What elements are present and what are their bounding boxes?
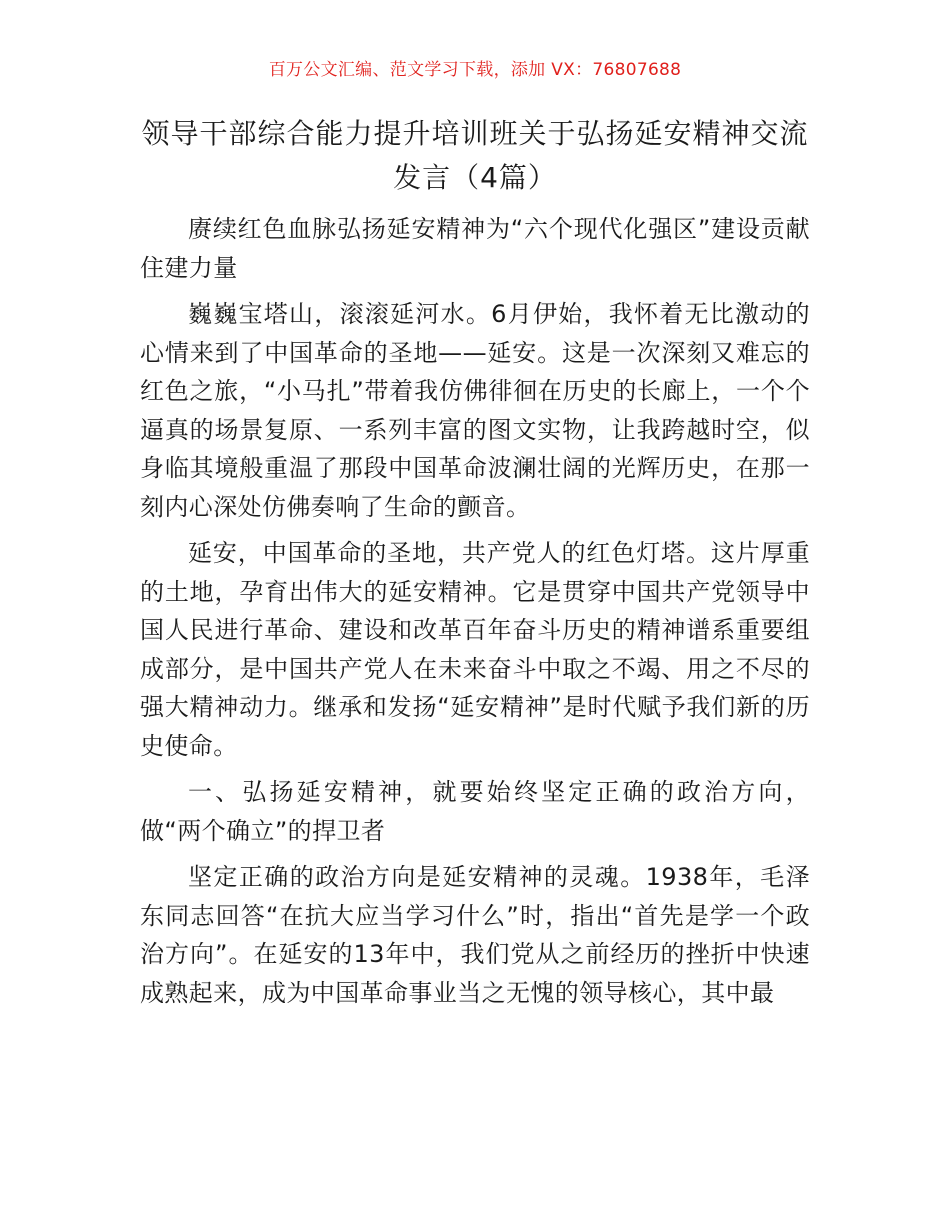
paragraph: 延安，中国革命的圣地，共产党人的红色灯塔。这片厚重的土地，孕育出伟大的延安精神。它是贯穿中国共产党领导中国人民进行革命、建设和改革百年奋斗历史的精神谱系重要组成部分，是中国共产党人在未来奋斗中取之不竭、用之不尽的强大精神动力。继承和发扬“延安精神”是时代赋予我们新的历史使命。 <box>140 539 810 760</box>
header-banner: 百万公文汇编、范文学习下载，添加 VX：76807688 <box>268 60 682 80</box>
document-body <box>140 210 810 1020</box>
paragraph-subtitle: 赓续红色血脉弘扬延安精神为“六个现代化强区”建设贡献住建力量 <box>140 215 810 282</box>
paragraph: 坚定正确的政治方向是延安精神的灵魂。1938年，毛泽东同志回答“在抗大应当学习什么”时，指出“首先是学一个政治方向”。在延安的13年中，我们党从之前经历的挫折中快速成熟起来，成为中国革命事业当之无愧的领导核心，其中最 <box>140 863 810 1007</box>
section-heading: 一、弘扬延安精神，就要始终坚定正确的政治方向，做“两个确立”的捍卫者 <box>140 778 810 845</box>
document-title: 领导干部综合能力提升培训班关于弘扬延安精神交流发言（4篇） <box>141 117 809 194</box>
paragraph: 巍巍宝塔山，滚滚延河水。6月伊始，我怀着无比激动的心情来到了中国革命的圣地——延安。这是一次深刻又难忘的红色之旅，“小马扎”带着我仿佛徘徊在历史的长廊上，一个个逼真的场景复原、一系列丰富的图文实物，让我跨越时空，似身临其境般重温了那段中国革命波澜壮阔的光辉历史，在那一刻内心深处仿佛奏响了生命的颤音。 <box>140 300 810 521</box>
